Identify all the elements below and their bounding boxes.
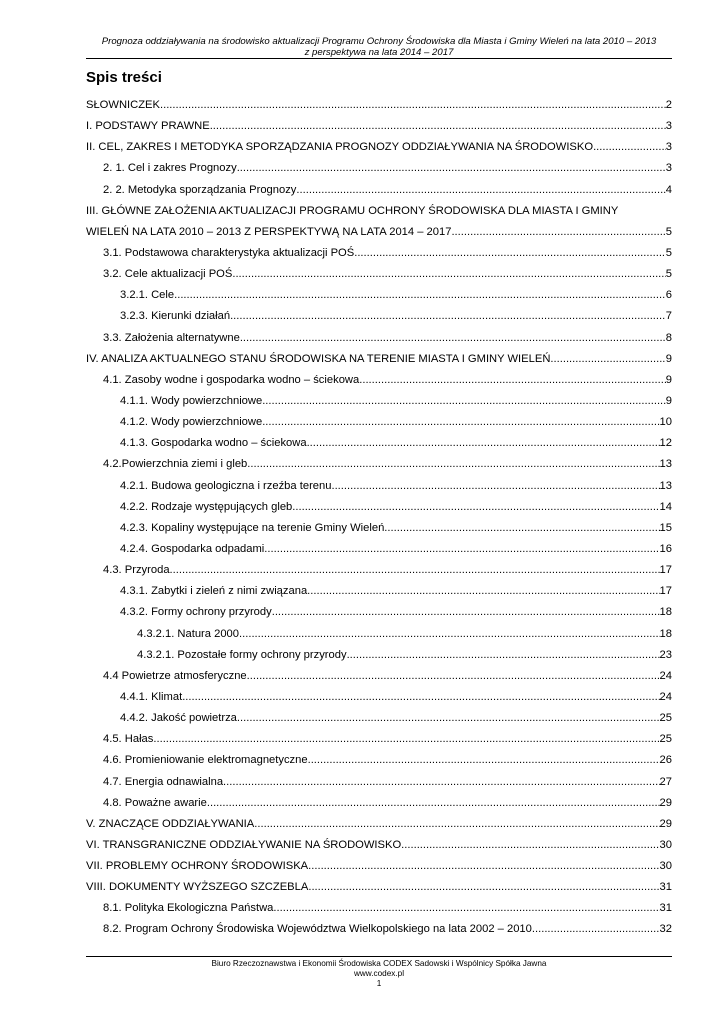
dot-leader [207,793,660,814]
toc-entry[interactable] [86,95,672,116]
dot-leader [262,412,659,433]
toc-entry[interactable] [86,814,672,835]
toc-entry-page: 27 [659,775,672,788]
toc-entry-title: 3.2.1. Cele [120,289,175,302]
toc-entry-title: 4.1.3. Gospodarka wodno – ściekowa [120,437,307,450]
toc-entry-page: 3 [665,141,672,154]
toc-entry-page: 14 [659,500,672,513]
toc-entry[interactable] [86,243,672,264]
toc-entry[interactable] [86,835,672,856]
toc-entry[interactable] [86,645,672,666]
dot-leader [308,856,659,877]
toc-entry-title: 4.3.2.1. Natura 2000 [137,627,240,640]
dot-leader [272,602,660,623]
toc-entry-title: VII. PROBLEMY OCHRONY ŚRODOWISKA [86,860,309,873]
toc-entry-title: 4.2.Powierzchnia ziemi i gleb [103,458,248,471]
toc-entry-title: 2. 1. Cel i zakres Prognozy [103,162,237,175]
dot-leader [240,328,666,349]
footer-company: Biuro Rzeczoznawstwa i Ekonomii Środowiska CODEX Sadowski i Wspólnicy Spółka Jawna [211,959,547,968]
toc-entry-title: VIII. DOKUMENTY WYŻSZEGO SZCZEBLA [86,881,309,894]
dot-leader [292,497,659,518]
toc-entry-title: 3.2. Cele aktualizacji POŚ [103,268,233,281]
toc-entry[interactable] [86,285,672,306]
toc-entry[interactable] [86,137,672,158]
dot-leader [593,137,666,158]
page-header [86,36,672,58]
page-number: 1 [376,979,382,988]
dot-leader [160,95,666,116]
toc-entry-page: 31 [659,881,672,894]
dot-leader [296,180,665,201]
toc-entry-page: 13 [659,479,672,492]
dot-leader [451,222,665,243]
toc-entry[interactable] [86,306,672,327]
toc-entry-title: 2. 2. Metodyka sporządzania Prognozy [103,183,297,196]
toc-entry-title: V. ZNACZĄCE ODDZIAŁYWANIA [86,817,255,830]
page-footer [86,959,672,989]
toc-entry-page: 6 [665,289,672,302]
toc-entry[interactable] [86,624,672,645]
toc-entry-page: 2 [665,99,672,111]
dot-leader [262,391,666,412]
toc-entry-title: 4.3.1. Zabytki i zieleń z nimi związana [120,585,308,598]
toc-entry-title: III. GŁÓWNE ZAŁOŻENIA AKTUALIZACJI PROGRAMU OCHRONY ŚRODOWISKA DLA MIASTA I GMINY [86,204,619,217]
toc-entry[interactable] [86,666,672,687]
toc-entry[interactable] [86,370,672,391]
toc-entry[interactable] [86,793,672,814]
toc-entry-page: 25 [659,712,672,725]
toc-entry[interactable] [86,687,672,708]
dot-leader [264,539,659,560]
toc-entry[interactable] [86,919,672,940]
dot-leader [247,666,660,687]
toc-entry-title: IV. ANALIZA AKTUALNEGO STANU ŚRODOWISKA NA TERENIE MIASTA I GMINY WIELEŃ [86,352,551,365]
toc-entry[interactable] [86,391,672,412]
dot-leader [354,243,666,264]
dot-leader [232,264,665,285]
dot-leader [153,729,659,750]
dot-leader [308,750,660,771]
toc-entry-page: 13 [659,458,672,471]
toc-entry-page: 29 [659,796,672,809]
toc-entry-page: 5 [665,268,672,281]
toc-entry-page: 3 [665,120,672,133]
toc-title: Spis treści [86,69,162,86]
toc-entry-title: 4.3.2.1. Pozostałe formy ochrony przyrody [137,648,347,661]
header-line-2: z perspektywa na lata 2014 – 2017 [304,47,454,58]
toc-entry-title: 4.2.3. Kopaliny występujące na terenie Gminy Wieleń [120,521,385,534]
toc-entry-title: 4.2.2. Rodzaje występujących gleb [120,500,293,513]
toc-entry-page: 9 [665,373,672,386]
toc-entry-page: 32 [659,923,672,936]
dot-leader [401,835,659,856]
toc-entry-page: 30 [659,860,672,873]
toc-entry-page: 18 [659,606,672,619]
table-of-contents [86,95,672,941]
dot-leader [359,370,666,391]
toc-entry[interactable] [86,180,672,201]
toc-entry-page: 5 [665,246,672,259]
dot-leader [307,433,660,454]
toc-entry-page: 23 [659,648,672,661]
header-line-1: Prognoza oddziaływania na środowisko aktualizacji Programu Ochrony Środowiska dla Miasta i Gminy Wieleń na lata 2010 – 2013 [101,36,657,47]
dot-leader [239,624,660,645]
dot-leader [247,454,659,475]
toc-entry-title: 4.8. Poważne awarie [103,796,207,809]
toc-entry[interactable] [86,750,672,771]
toc-entry[interactable] [86,729,672,750]
toc-entry-page: 15 [659,521,672,534]
toc-entry[interactable] [86,201,672,222]
toc-entry[interactable] [86,877,672,898]
toc-entry-page: 4 [665,183,672,196]
toc-entry-title: II. CEL, ZAKRES I METODYKA SPORZĄDZANIA PROGNOZY ODDZIAŁYWANIA NA ŚRODOWISKO [86,141,594,154]
toc-entry-page: 17 [659,564,672,577]
toc-entry[interactable] [86,497,672,518]
toc-entry-title: 3.3. Założenia alternatywne [103,331,240,344]
toc-entry-page: 5 [665,225,672,238]
toc-entry[interactable] [86,708,672,729]
toc-entry-page: 10 [659,416,672,429]
toc-entry-title: 4.7. Energia odnawialna [103,775,224,788]
toc-entry-page: 24 [659,690,672,703]
dot-leader [532,919,660,940]
toc-entry-page: 24 [659,669,672,682]
toc-entry-title: 4.5. Hałas [103,733,154,746]
dot-leader [347,645,660,666]
toc-entry-title: VI. TRANSGRANICZNE ODDZIAŁYWANIE NA ŚRODOWISKO [86,838,402,851]
toc-entry-title: 3.1. Podstawowa charakterystyka aktualizacji POŚ [103,246,355,259]
toc-entry-page: 18 [659,627,672,640]
toc-entry-page: 12 [659,437,672,450]
dot-leader [384,518,659,539]
toc-entry[interactable] [86,454,672,475]
toc-entry-page: 8 [665,331,672,344]
toc-entry-title: 3.2.3. Kierunki działań [120,310,231,323]
toc-entry-title: 4.6. Promieniowanie elektromagnetyczne [103,754,308,767]
toc-entry-page: 29 [659,817,672,830]
toc-entry[interactable] [86,560,672,581]
toc-entry-title: 4.4.1. Klimat [120,690,183,703]
toc-entry-title: 4.1.2. Wody powierzchniowe [120,416,263,429]
toc-entry[interactable] [86,328,672,349]
toc-entry-page: 3 [665,162,672,175]
toc-entry-title: 4.1.1. Wody powierzchniowe [120,394,263,407]
footer-divider [86,956,672,957]
toc-entry-title: 4.4 Powietrze atmosferyczne [103,669,247,682]
dot-leader [174,285,666,306]
toc-entry-page: 30 [659,838,672,851]
toc-entry-title: WIELEŃ NA LATA 2010 – 2013 Z PERSPEKTYWĄ NA LATA 2014 – 2017 [86,225,452,238]
dot-leader [550,349,665,370]
toc-entry[interactable] [86,898,672,919]
toc-entry[interactable] [86,581,672,602]
toc-entry-page: 17 [659,585,672,598]
toc-entry[interactable] [86,264,672,285]
dot-leader [230,306,666,327]
toc-entry-title: 4.3.2. Formy ochrony przyrody [120,606,272,619]
toc-entry[interactable] [86,349,672,370]
toc-entry-title: SŁOWNICZEK [86,99,160,111]
toc-entry-title: 4.2.4. Gospodarka odpadami [120,542,265,555]
toc-entry-page: 26 [659,754,672,767]
toc-entry-page: 25 [659,733,672,746]
toc-entry-title: 4.2.1. Budowa geologiczna i rzeźba terenu [120,479,332,492]
dot-leader [254,814,659,835]
toc-entry-page: 16 [659,542,672,555]
toc-entry-title: 4.1. Zasoby wodne i gospodarka wodno – ściekowa [103,373,360,386]
toc-entry[interactable] [86,116,672,137]
dot-leader [331,476,659,497]
toc-entry-title: 4.3. Przyroda [103,564,170,577]
toc-entry[interactable] [86,856,672,877]
toc-entry-page: 7 [665,310,672,323]
dot-leader [273,898,659,919]
toc-entry-title: 8.2. Program Ochrony Środowiska Województwa Wielkopolskiego na lata 2002 – 2010 [103,923,532,936]
toc-entry-title: 8.1. Polityka Ekologiczna Państwa [103,902,274,915]
dot-leader [237,708,660,729]
dot-leader [170,560,660,581]
toc-entry[interactable] [86,222,672,243]
toc-entry[interactable] [86,602,672,623]
toc-entry-page: 31 [659,902,672,915]
dot-leader [308,877,659,898]
dot-leader [210,116,666,137]
dot-leader [237,158,666,179]
toc-entry-title: 4.4.2. Jakość powietrza [120,712,237,725]
toc-entry[interactable] [86,476,672,497]
toc-entry[interactable] [86,158,672,179]
toc-entry-page: 9 [665,352,672,365]
toc-entry-title: I. PODSTAWY PRAWNE [86,120,210,133]
toc-entry[interactable] [86,433,672,454]
dot-leader [307,581,659,602]
header-divider [86,58,672,59]
footer-website[interactable]: www.codex.pl [353,969,405,978]
toc-entry[interactable] [86,539,672,560]
toc-entry-page: 9 [665,394,672,407]
toc-entry[interactable] [86,772,672,793]
dot-leader [223,772,660,793]
toc-entry[interactable] [86,412,672,433]
toc-entry[interactable] [86,518,672,539]
dot-leader [182,687,659,708]
